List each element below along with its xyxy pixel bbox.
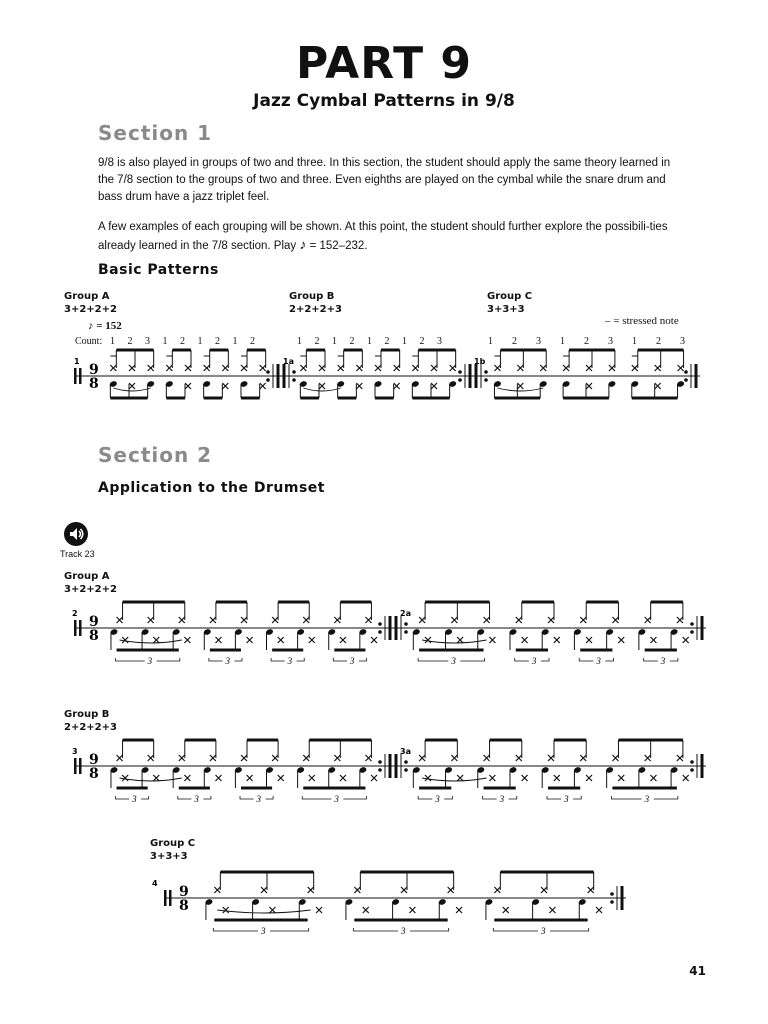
percussion-clef bbox=[79, 620, 82, 636]
cymbal-note bbox=[612, 617, 618, 623]
cymbal-note bbox=[340, 775, 346, 781]
cymbal-note bbox=[494, 887, 500, 893]
cymbal-note bbox=[148, 365, 154, 371]
cymbal-note bbox=[247, 775, 253, 781]
cymbal-note bbox=[356, 383, 362, 389]
cymbal-note bbox=[632, 365, 638, 371]
cymbal-note bbox=[678, 365, 684, 371]
count-number: 1 bbox=[232, 336, 238, 347]
triplet-marking: 3 bbox=[261, 926, 266, 936]
cymbal-note bbox=[148, 755, 154, 761]
count-number: 1 bbox=[402, 336, 407, 347]
group-name: Group B bbox=[289, 291, 335, 302]
count-number: 1 bbox=[632, 336, 637, 347]
cymbal-note bbox=[450, 365, 456, 371]
cymbal-note bbox=[184, 637, 190, 643]
cymbal-note bbox=[129, 365, 135, 371]
cymbal-note bbox=[448, 887, 454, 893]
cymbal-note bbox=[549, 907, 555, 913]
count-number: 1 bbox=[560, 336, 565, 347]
cymbal-note bbox=[489, 775, 495, 781]
tie bbox=[422, 640, 486, 643]
triplet-marking: 3 bbox=[541, 926, 546, 936]
cymbal-note bbox=[677, 617, 683, 623]
cymbal-note bbox=[185, 383, 191, 389]
cymbal-note bbox=[431, 383, 437, 389]
triplet-marking: 3 bbox=[132, 794, 137, 804]
count-number: 2 bbox=[314, 336, 320, 347]
cymbal-note bbox=[683, 637, 689, 643]
count-number: 2 bbox=[656, 336, 661, 347]
repeat-dot bbox=[378, 760, 382, 764]
cymbal-note bbox=[260, 383, 266, 389]
count-number: 2 bbox=[349, 336, 355, 347]
tie bbox=[120, 778, 182, 781]
cymbal-note bbox=[494, 365, 500, 371]
time-signature-bottom: 8 bbox=[89, 628, 99, 644]
group-name: Group C bbox=[150, 838, 196, 849]
cymbal-note bbox=[425, 775, 431, 781]
count-number: 1 bbox=[110, 336, 115, 347]
drumset-group-a-label bbox=[64, 570, 117, 596]
count-number: 3 bbox=[536, 336, 541, 347]
triplet-marking: 3 bbox=[564, 794, 569, 804]
measure-number: 1 bbox=[74, 357, 80, 366]
basic-patterns-heading: Basic Patterns bbox=[98, 262, 219, 278]
measure-number: 1a bbox=[283, 357, 294, 366]
time-signature-top: 9 bbox=[89, 362, 99, 378]
cymbal-note bbox=[394, 365, 400, 371]
basic-group-a-label bbox=[64, 290, 117, 316]
count-number: 1 bbox=[367, 336, 372, 347]
repeat-dot bbox=[266, 370, 270, 374]
cymbal-note bbox=[580, 617, 586, 623]
repeat-dot bbox=[404, 630, 408, 634]
triplet-marking: 3 bbox=[194, 794, 199, 804]
cymbal-note bbox=[179, 617, 185, 623]
drumset-staff-group-a bbox=[60, 594, 710, 674]
count-number: 2 bbox=[127, 336, 133, 347]
triplet-marking: 3 bbox=[531, 656, 537, 666]
cymbal-note bbox=[586, 637, 592, 643]
count-number: 3 bbox=[145, 336, 150, 347]
time-signature-bottom: 8 bbox=[179, 898, 189, 914]
cymbal-note bbox=[586, 383, 592, 389]
cymbal-note bbox=[457, 775, 463, 781]
cymbal-note bbox=[580, 755, 586, 761]
cymbal-note bbox=[503, 907, 509, 913]
cymbal-note bbox=[316, 907, 322, 913]
repeat-dot bbox=[690, 622, 694, 626]
cymbal-note bbox=[166, 365, 172, 371]
cymbal-note bbox=[334, 755, 340, 761]
cymbal-note bbox=[451, 617, 457, 623]
cymbal-note bbox=[319, 383, 325, 389]
cymbal-note bbox=[456, 907, 462, 913]
cymbal-note bbox=[309, 775, 315, 781]
cymbal-note bbox=[563, 365, 569, 371]
cymbal-note bbox=[300, 365, 306, 371]
triplet-marking: 3 bbox=[287, 656, 293, 666]
group-grouping: 2+2+2+3 bbox=[64, 722, 117, 733]
application-heading: Application to the Drumset bbox=[98, 480, 325, 496]
triplet-marking: 3 bbox=[256, 794, 262, 804]
cymbal-note bbox=[247, 637, 253, 643]
count-number: 1 bbox=[488, 336, 493, 347]
cymbal-note bbox=[650, 775, 656, 781]
cymbal-note bbox=[334, 617, 340, 623]
triplet-marking: 3 bbox=[435, 794, 440, 804]
cymbal-note bbox=[261, 887, 267, 893]
percussion-clef bbox=[79, 368, 82, 384]
percussion-clef bbox=[169, 890, 172, 906]
cymbal-note bbox=[117, 617, 123, 623]
count-number: 2 bbox=[384, 336, 390, 347]
triplet-marking: 3 bbox=[660, 656, 666, 666]
cymbal-note bbox=[554, 637, 560, 643]
cymbal-note bbox=[596, 907, 602, 913]
cymbal-note bbox=[184, 775, 190, 781]
measure-number: 2a bbox=[400, 609, 411, 618]
cymbal-note bbox=[484, 755, 490, 761]
para-2-tempo: = 152–232. bbox=[306, 240, 368, 252]
count-number: 2 bbox=[584, 336, 589, 347]
time-signature-bottom: 8 bbox=[89, 766, 99, 782]
measure-number: 2 bbox=[72, 609, 78, 618]
count-label: Count: bbox=[75, 336, 103, 347]
cymbal-note bbox=[425, 637, 431, 643]
repeat-dot bbox=[266, 378, 270, 382]
part-title: PART 9 bbox=[295, 38, 473, 89]
cymbal-note bbox=[338, 365, 344, 371]
cymbal-note bbox=[210, 617, 216, 623]
count-number: 2 bbox=[215, 336, 220, 347]
para-2-text: A few examples of each grouping will be shown. At this point, the student should further explore the possibili-ties already learned in the 7/8 section. Play bbox=[98, 221, 668, 252]
percussion-clef bbox=[74, 758, 77, 774]
cymbal-note bbox=[354, 887, 360, 893]
cymbal-note bbox=[548, 617, 554, 623]
count-number: 2 bbox=[180, 336, 185, 347]
section-1-heading: Section 1 bbox=[98, 121, 213, 145]
count-number: 3 bbox=[437, 336, 442, 347]
tie bbox=[217, 910, 310, 913]
cymbal-note bbox=[517, 383, 523, 389]
cymbal-note bbox=[179, 755, 185, 761]
count-number: 1 bbox=[197, 336, 203, 347]
repeat-dot bbox=[292, 370, 296, 374]
cymbal-note bbox=[241, 617, 247, 623]
cymbal-note bbox=[522, 775, 528, 781]
cymbal-note bbox=[371, 775, 377, 781]
cymbal-note bbox=[241, 755, 247, 761]
repeat-dot bbox=[610, 892, 614, 896]
cymbal-note bbox=[540, 365, 546, 371]
triplet-marking: 3 bbox=[401, 926, 406, 936]
triplet-marking: 3 bbox=[225, 656, 230, 666]
cymbal-note bbox=[541, 887, 547, 893]
cymbal-note bbox=[451, 755, 457, 761]
cymbal-note bbox=[618, 637, 624, 643]
triplet-marking: 3 bbox=[499, 794, 505, 804]
drumset-group-c-label bbox=[150, 837, 195, 863]
group-grouping: 2+2+2+3 bbox=[289, 304, 342, 315]
repeat-dot bbox=[684, 378, 688, 382]
cymbal-note bbox=[522, 637, 528, 643]
drumset-staff-group-b bbox=[60, 732, 710, 812]
cymbal-note bbox=[412, 365, 418, 371]
cymbal-note bbox=[185, 365, 191, 371]
cymbal-note bbox=[303, 617, 309, 623]
percussion-clef bbox=[74, 368, 77, 384]
cymbal-note bbox=[365, 617, 371, 623]
repeat-dot bbox=[404, 622, 408, 626]
repeat-dot bbox=[684, 370, 688, 374]
tempo-marking: ♪ = 152 bbox=[88, 320, 122, 332]
tie bbox=[113, 388, 150, 391]
count-number: 1 bbox=[332, 336, 337, 347]
repeat-dot bbox=[690, 630, 694, 634]
cymbal-note bbox=[409, 907, 415, 913]
repeat-dot bbox=[458, 378, 462, 382]
cymbal-note bbox=[129, 383, 135, 389]
cymbal-note bbox=[548, 755, 554, 761]
cymbal-note bbox=[516, 755, 522, 761]
cymbal-note bbox=[365, 755, 371, 761]
drumset-staff-group-c bbox=[150, 864, 630, 944]
page-number: 41 bbox=[689, 964, 706, 978]
repeat-dot bbox=[484, 370, 488, 374]
measure-number: 3 bbox=[72, 747, 78, 756]
time-signature-top: 9 bbox=[179, 884, 189, 900]
cymbal-note bbox=[272, 617, 278, 623]
cymbal-note bbox=[484, 617, 490, 623]
eighth-note-symbol: ♪ bbox=[299, 236, 307, 252]
cymbal-note bbox=[319, 365, 325, 371]
cymbal-note bbox=[588, 887, 594, 893]
section-1-paragraph-1: 9/8 is also played in groups of two and three. In this section, the student should apply the same theory learned in the 7/8 section to the groups of two and three. Even eighths are played on the cymbal while the snare drum and bass drum have a jazz triplet feel. bbox=[98, 157, 671, 203]
count-number: 3 bbox=[608, 336, 613, 347]
tie bbox=[303, 388, 340, 391]
cymbal-note bbox=[363, 907, 369, 913]
repeat-dot bbox=[484, 378, 488, 382]
cymbal-note bbox=[609, 365, 615, 371]
triplet-marking: 3 bbox=[596, 656, 601, 666]
group-grouping: 3+3+3 bbox=[487, 304, 525, 315]
triplet-marking: 3 bbox=[451, 656, 456, 666]
cymbal-note bbox=[419, 617, 425, 623]
triplet-marking: 3 bbox=[349, 656, 355, 666]
cymbal-note bbox=[618, 775, 624, 781]
cymbal-note bbox=[457, 637, 463, 643]
cymbal-note bbox=[356, 365, 362, 371]
section-1-paragraph-2 bbox=[98, 219, 688, 255]
group-grouping: 3+2+2+2 bbox=[64, 584, 117, 595]
group-name: Group B bbox=[64, 709, 110, 720]
audio-track-icon[interactable] bbox=[64, 522, 88, 546]
section-2-heading: Section 2 bbox=[98, 443, 213, 467]
stress-legend: – = stressed note bbox=[605, 315, 679, 327]
cymbal-note bbox=[153, 775, 159, 781]
group-name: Group A bbox=[64, 291, 110, 302]
cymbal-note bbox=[215, 637, 221, 643]
cymbal-note bbox=[554, 775, 560, 781]
cymbal-note bbox=[222, 365, 228, 371]
cymbal-note bbox=[308, 887, 314, 893]
group-name: Group C bbox=[487, 291, 533, 302]
cymbal-note bbox=[303, 755, 309, 761]
triplet-marking: 3 bbox=[644, 794, 650, 804]
cymbal-note bbox=[340, 637, 346, 643]
cymbal-note bbox=[375, 365, 381, 371]
repeat-dot bbox=[292, 378, 296, 382]
repeat-dot bbox=[458, 370, 462, 374]
cymbal-note bbox=[222, 383, 228, 389]
count-number: 2 bbox=[250, 336, 255, 347]
cymbal-note bbox=[419, 755, 425, 761]
cymbal-note bbox=[260, 365, 266, 371]
measure-number: 4 bbox=[152, 879, 158, 888]
repeat-dot bbox=[690, 760, 694, 764]
percussion-clef bbox=[74, 620, 77, 636]
cymbal-note bbox=[645, 617, 651, 623]
cymbal-note bbox=[122, 637, 128, 643]
repeat-dot bbox=[690, 768, 694, 772]
triplet-marking: 3 bbox=[147, 656, 153, 666]
tie bbox=[422, 778, 486, 781]
group-grouping: 3+2+2+2 bbox=[64, 304, 117, 315]
repeat-dot bbox=[610, 900, 614, 904]
cymbal-note bbox=[148, 617, 154, 623]
cymbal-note bbox=[655, 383, 661, 389]
basic-patterns-staff bbox=[60, 344, 710, 414]
drumset-group-b-label bbox=[64, 708, 117, 734]
measure-number: 3a bbox=[400, 747, 411, 756]
tie bbox=[497, 388, 543, 391]
cymbal-note bbox=[650, 637, 656, 643]
cymbal-note bbox=[122, 775, 128, 781]
cymbal-note bbox=[204, 365, 210, 371]
cymbal-note bbox=[371, 637, 377, 643]
cymbal-note bbox=[655, 365, 661, 371]
cymbal-note bbox=[645, 755, 651, 761]
cymbal-note bbox=[215, 775, 221, 781]
cymbal-note bbox=[223, 907, 229, 913]
cymbal-note bbox=[153, 637, 159, 643]
time-signature-bottom: 8 bbox=[89, 376, 99, 392]
cymbal-note bbox=[586, 365, 592, 371]
cymbal-note bbox=[394, 383, 400, 389]
repeat-dot bbox=[378, 768, 382, 772]
cymbal-note bbox=[269, 907, 275, 913]
percussion-clef bbox=[79, 758, 82, 774]
count-number: 1 bbox=[162, 336, 168, 347]
group-grouping: 3+3+3 bbox=[150, 851, 188, 862]
triplet-marking: 3 bbox=[334, 794, 339, 804]
cymbal-note bbox=[214, 887, 220, 893]
cymbal-note bbox=[110, 365, 116, 371]
cymbal-note bbox=[489, 637, 495, 643]
cymbal-note bbox=[516, 617, 522, 623]
cymbal-note bbox=[586, 775, 592, 781]
group-name: Group A bbox=[64, 571, 110, 582]
speaker-icon bbox=[64, 522, 88, 546]
cymbal-note bbox=[278, 637, 284, 643]
repeat-dot bbox=[404, 768, 408, 772]
cymbal-note bbox=[612, 755, 618, 761]
time-signature-top: 9 bbox=[89, 614, 99, 630]
cymbal-note bbox=[683, 775, 689, 781]
cymbal-note bbox=[677, 755, 683, 761]
tie bbox=[120, 640, 182, 643]
count-number: 2 bbox=[419, 336, 425, 347]
cymbal-note bbox=[431, 365, 437, 371]
percussion-clef bbox=[164, 890, 167, 906]
cymbal-note bbox=[517, 365, 523, 371]
count-number: 3 bbox=[680, 336, 685, 347]
repeat-dot bbox=[404, 760, 408, 764]
count-number: 1 bbox=[297, 336, 302, 347]
cymbal-note bbox=[401, 887, 407, 893]
cymbal-note bbox=[309, 637, 315, 643]
cymbal-note bbox=[117, 755, 123, 761]
measure-number: 1b bbox=[474, 357, 486, 366]
time-signature-top: 9 bbox=[89, 752, 99, 768]
repeat-dot bbox=[378, 630, 382, 634]
cymbal-note bbox=[241, 365, 247, 371]
basic-group-b-label bbox=[289, 290, 342, 316]
track-label: Track 23 bbox=[60, 549, 95, 559]
basic-group-c-label bbox=[487, 290, 532, 316]
part-subtitle: Jazz Cymbal Patterns in 9/8 bbox=[253, 91, 515, 111]
cymbal-note bbox=[278, 775, 284, 781]
cymbal-note bbox=[210, 755, 216, 761]
repeat-dot bbox=[378, 622, 382, 626]
count-number: 2 bbox=[512, 336, 517, 347]
cymbal-note bbox=[272, 755, 278, 761]
